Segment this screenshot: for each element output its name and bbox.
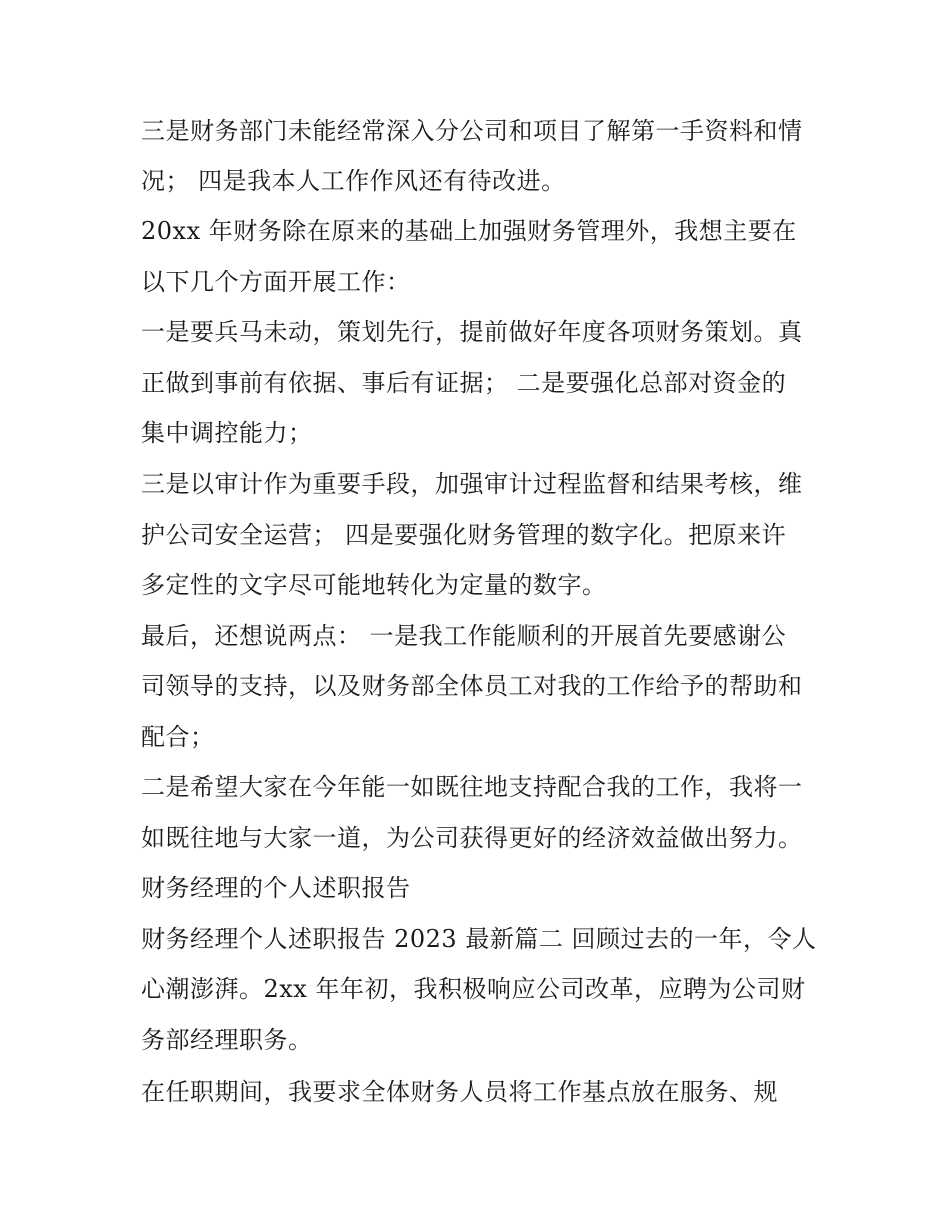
section-heading: 财务经理的个人述职报告 — [141, 874, 411, 902]
text-line: 三是财务部门未能经常深入分公司和项目了解第一手资料和情 — [141, 117, 803, 145]
text-line: 如既往地与大家一道，为公司获得更好的经济效益做出努力。 — [141, 824, 803, 852]
text-line: 三是以审计作为重要手段，加强审计过程监督和结果考核，维 — [141, 470, 803, 498]
text-line: 务部经理职务。 — [141, 1026, 313, 1054]
text-line: 心潮澎湃。2xx 年年初，我积极响应公司改革，应聘为公司财 — [141, 975, 806, 1003]
text-line: 集中调控能力； — [141, 419, 313, 447]
text-line: 正做到事前有依据、事后有证据； 二是要强化总部对资金的 — [141, 369, 787, 397]
text-line: 一是要兵马未动，策划先行，提前做好年度各项财务策划。真 — [141, 318, 803, 346]
text-line: 财务经理个人述职报告 2023 最新篇二 回顾过去的一年，令人 — [141, 925, 817, 953]
text-line: 司领导的支持，以及财务部全体员工对我的工作给予的帮助和 — [141, 672, 803, 700]
text-line: 护公司安全运营； 四是要强化财务管理的数字化。把原来许 — [141, 521, 787, 549]
text-line: 二是希望大家在今年能一如既往地支持配合我的工作，我将一 — [141, 773, 803, 801]
text-line: 配合； — [141, 723, 215, 751]
text-line: 在任职期间，我要求全体财务人员将工作基点放在服务、规 — [141, 1078, 778, 1106]
text-line: 多定性的文字尽可能地转化为定量的数字。 — [141, 571, 607, 599]
text-line: 20xx 年财务除在原来的基础上加强财务管理外，我想主要在 — [141, 217, 797, 245]
text-line: 以下几个方面开展工作： — [141, 268, 411, 296]
text-line: 况； 四是我本人工作作风还有待改进。 — [141, 167, 566, 195]
text-line: 最后，还想说两点： 一是我工作能顺利的开展首先要感谢公 — [141, 622, 787, 650]
